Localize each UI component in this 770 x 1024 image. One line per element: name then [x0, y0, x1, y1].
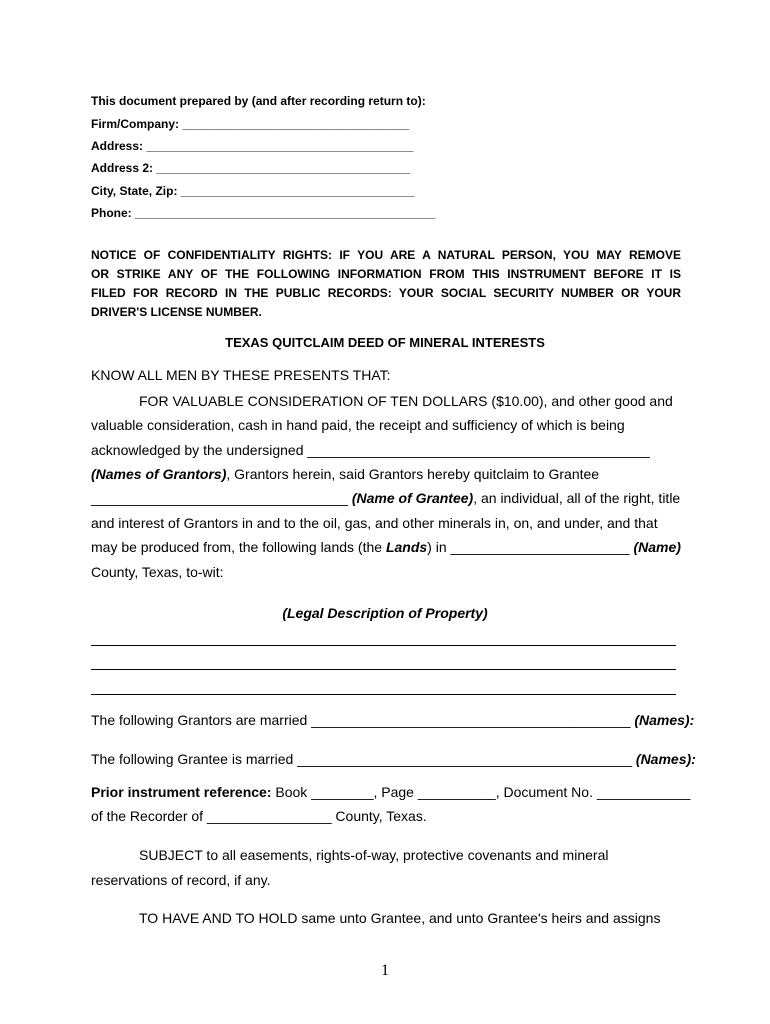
prior-instrument-label: Prior instrument reference:	[91, 784, 272, 800]
document-title: TEXAS QUITCLAIM DEED OF MINERAL INTERESTS	[225, 335, 545, 350]
lands-line	[91, 539, 681, 555]
grantee-text: , an individual, all of the right, title	[473, 490, 681, 506]
prior-instrument-fields: Book ________, Page __________, Document No. ____________	[271, 784, 691, 800]
habendum-line: TO HAVE AND TO HOLD same unto Grantee, and unto Grantee's heirs and assigns	[139, 910, 661, 926]
grantee-married-text: The following Grantee is married ___________________________________________	[91, 751, 636, 767]
recorder-line: of the Recorder of ________________ County, Texas.	[91, 808, 427, 824]
phone-field: Phone: _____________________________________________	[91, 206, 436, 220]
address-field: Address: ________________________________________	[91, 139, 414, 153]
legal-description-line	[91, 669, 676, 670]
city-state-zip-field: City, State, Zip: ___________________________________	[91, 184, 415, 198]
notice-line: NOTICE OF CONFIDENTIALITY RIGHTS: IF YOU ARE A NATURAL PERSON, YOU MAY REMOVE	[91, 248, 681, 262]
grantors-married-line	[91, 712, 694, 728]
grantee-married-line	[91, 751, 696, 767]
grantors-names-label: (Names):	[634, 712, 695, 728]
page-number: 1	[381, 962, 389, 979]
lands-label: Lands	[385, 539, 428, 555]
county-name-label: (Name)	[633, 539, 681, 555]
lands-county-blank: ) in _______________________	[427, 539, 634, 555]
know-all-men: KNOW ALL MEN BY THESE PRESENTS THAT:	[91, 367, 391, 383]
grantors-married-text: The following Grantors are married _________________________________________	[91, 712, 635, 728]
notice-line: DRIVER'S LICENSE NUMBER.	[91, 305, 262, 319]
grantors-text: , Grantors herein, said Grantors hereby quitclaim to Grantee	[226, 466, 600, 482]
consideration-line: valuable consideration, cash in hand paid, the receipt and sufficiency of which is being	[91, 417, 625, 433]
grantors-blank-line: acknowledged by the undersigned ____________________________________________	[91, 442, 650, 458]
confidentiality-notice	[91, 246, 681, 322]
legal-description-line	[91, 645, 676, 646]
county-texas-line: County, Texas, to-wit:	[91, 564, 224, 580]
prepared-by-heading: This document prepared by (and after recording return to):	[91, 94, 426, 108]
lands-text: may be produced from, the following lands (the	[91, 539, 386, 555]
grantee-names-label: (Names):	[635, 751, 696, 767]
interest-line: and interest of Grantors in and to the oil, gas, and other minerals in, on, and under, and that	[91, 515, 658, 531]
legal-description-line	[91, 694, 676, 695]
notice-line: OR STRIKE ANY OF THE FOLLOWING INFORMATION FROM THIS INSTRUMENT BEFORE IT IS	[91, 267, 681, 281]
consideration-line: FOR VALUABLE CONSIDERATION OF TEN DOLLARS ($10.00), and other good and	[139, 393, 673, 409]
firm-company-field: Firm/Company: __________________________________	[91, 117, 410, 131]
address2-field: Address 2: ______________________________________	[91, 161, 410, 175]
name-of-grantee-label: (Name of Grantee)	[351, 490, 474, 506]
notice-line: FILED FOR RECORD IN THE PUBLIC RECORDS: YOUR SOCIAL SECURITY NUMBER OR YOUR	[91, 286, 681, 300]
prior-instrument-line	[91, 784, 690, 800]
grantee-line	[91, 490, 680, 506]
legal-description-heading: (Legal Description of Property)	[282, 605, 488, 621]
subject-line: reservations of record, if any.	[91, 872, 271, 888]
subject-line: SUBJECT to all easements, rights-of-way, protective covenants and mineral	[139, 847, 609, 863]
grantors-line	[91, 466, 599, 482]
names-of-grantors-label: (Names of Grantors)	[91, 466, 227, 482]
grantee-blank: _________________________________	[91, 490, 352, 506]
